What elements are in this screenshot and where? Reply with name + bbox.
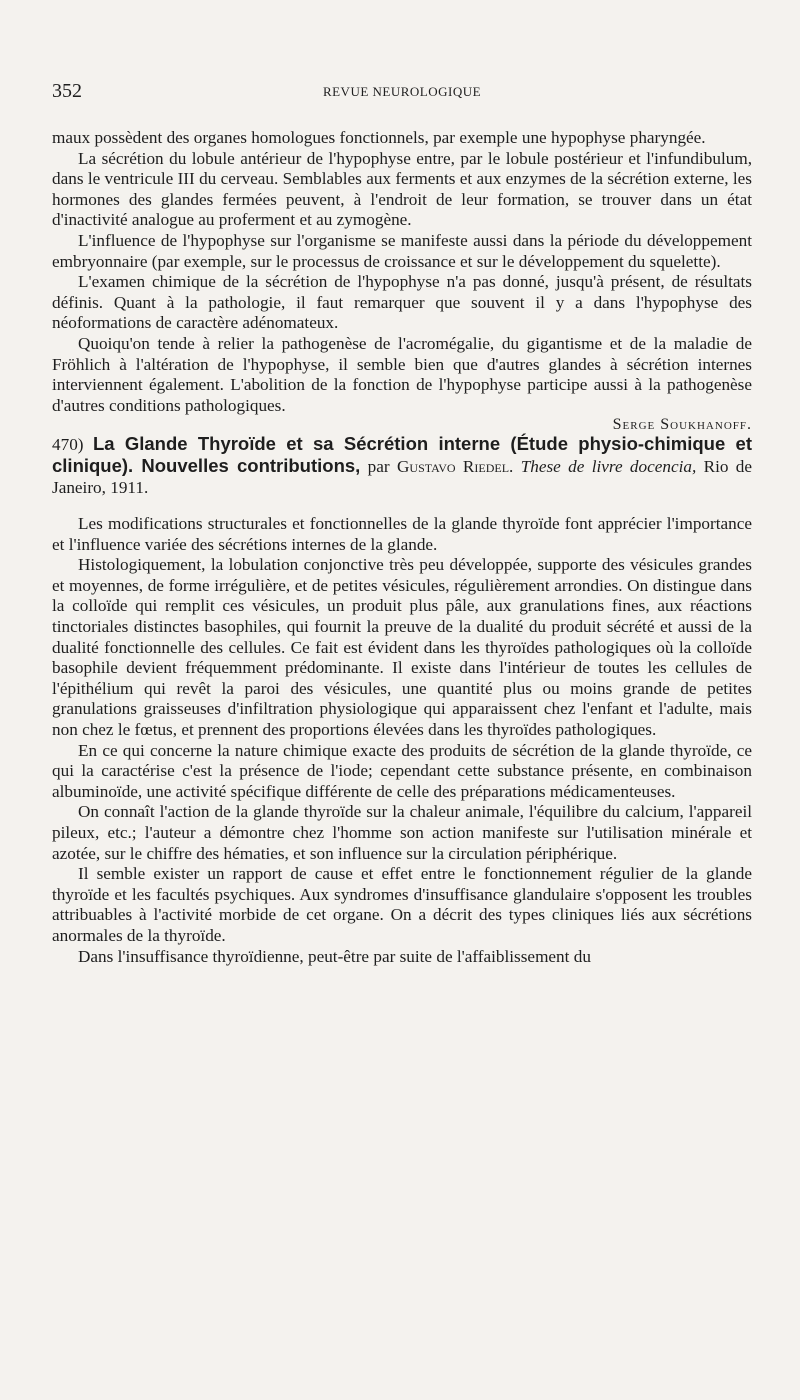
article-title: La Glande Thyroïde et sa Sécrétion interne (Étude physio-chimique et clinique). Nouvelles contributions,	[52, 433, 752, 476]
journal-page	[52, 78, 752, 967]
article-place-date: Rio de Janeiro, 1911.	[52, 456, 753, 497]
paragraph: La sécrétion du lobule antérieur de l'hypophyse entre, par le lobule postérieur et l'infundibulum, dans le ventricule III du cerveau. Semblables aux ferments et aux enzymes de la sécrétion externe, les hormones des glandes fermées peuvent, à l'endroit de leur formation, se trouver dans un état d'inactivité analogue au proferment et au zymogène.	[52, 148, 752, 230]
page-number: 352	[52, 80, 82, 102]
paragraph: maux possèdent des organes homologues fonctionnels, par exemple une hypophyse pharyngée.	[52, 128, 706, 147]
author-signature: Serge Soukhanoff.	[612, 416, 752, 434]
paragraph: Les modifications structurales et fonctionnelles de la glande thyroïde font apprécier l'importance et l'influence variée des sécrétions internes de la glande.	[52, 514, 752, 554]
article-heading	[52, 434, 752, 498]
paragraph: Histologiquement, la lobulation conjonctive très peu développée, supporte des vésicules grandes et moyennes, de forme irrégulière, et de petites vésicules, régulièrement arrondies. On distingue dans la colloïde qui remplit ces vésicules, un produit plus pâle, aux granulations fines, aux réactions tinctoriales distinctes basophiles, qui fournit la preuve de la dualité du produit sécrété et aussi de la dualité fonctionnelle des cellules. Ce fait est évident dans les thyroïdes pathologiques où la colloïde basophile devient fréquemment prédominante. Il existe dans l'intérieur de toutes les cellules de l'épithélium qui revêt la paroi des vésicules, une quantité plus ou moins grande de petites granulations graisseuses d'infiltration physiologique qui apparaissent chez l'enfant et l'adulte, mais non chez le fœtus, et prennent des proportions élevées dans les thyroïdes pathologiques.	[52, 555, 752, 740]
paragraph: L'examen chimique de la sécrétion de l'hypophyse n'a pas donné, jusqu'à présent, de résultats définis. Quant à la pathologie, il faut remarquer que souvent il y a dans l'hypophyse des néoformations de caractère adénomateux.	[52, 272, 752, 333]
article-author: Gustavo Riedel.	[396, 456, 514, 476]
article-number: 470)	[52, 435, 84, 455]
paragraph: On connaît l'action de la glande thyroïde sur la chaleur animale, l'équilibre du calcium, l'appareil pileux, etc.; l'auteur a démontre chez l'homme son action manifeste sur l'utilisation minérale et azotée, sur le chiffre des hématies, et son influence sur la circulation périphérique.	[52, 802, 752, 863]
article-by: par	[367, 456, 390, 476]
paragraph: En ce qui concerne la nature chimique exacte des produits de sécrétion de la glande thyroïde, ce qui la caractérise c'est la présence de l'iode; cependant cette substance présente, en combinaison albuminoïde, une activité spécifique différente de celle des préparations médicamenteuses.	[52, 740, 752, 801]
paragraph: L'influence de l'hypophyse sur l'organisme se manifeste aussi dans la période du développement embryonnaire (par exemple, sur le processus de croissance et sur le développement du squelette).	[52, 230, 752, 271]
paragraph: Quoiqu'on tende à relier la pathogenèse de l'acromégalie, du gigantisme et de la maladie de Fröhlich à l'altération de l'hypophyse, il semble bien que d'autres glandes à sécrétion internes interviennent également. L'abolition de la fonction de l'hypophyse participe aussi à la pathogenèse d'autres conditions pathologiques.	[52, 333, 752, 415]
journal-title: REVUE NEUROLOGIQUE	[322, 84, 482, 99]
page-body	[52, 128, 752, 967]
running-head	[52, 78, 752, 108]
paragraph: Il semble exister un rapport de cause et effet entre le fonctionnement régulier de la glande thyroïde et les facultés psychiques. Aux syndromes d'insuffisance glandulaire s'opposent les troubles attribuables à l'activité morbide de cet organe. On a décrit des types cliniques liés aux sécrétions anormales de la thyroïde.	[52, 864, 752, 945]
paragraph: Dans l'insuffisance thyroïdienne, peut-être par suite de l'affaiblissement du	[78, 946, 591, 966]
article-thesis: These de livre docencia,	[520, 456, 697, 476]
article-body	[52, 514, 752, 967]
